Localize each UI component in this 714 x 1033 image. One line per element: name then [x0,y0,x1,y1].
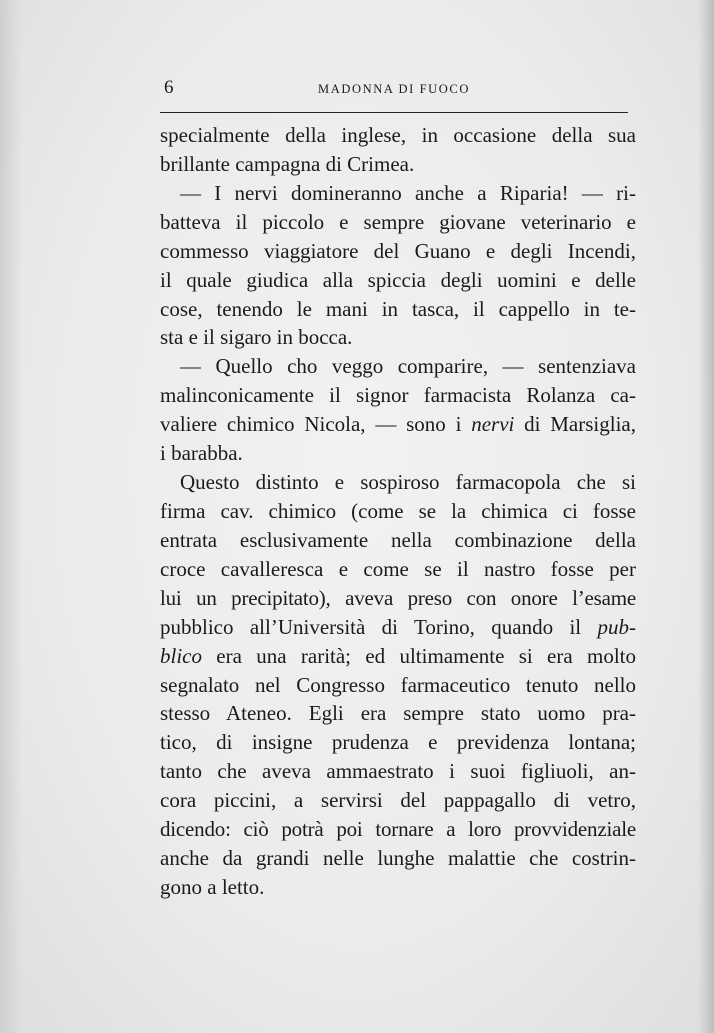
text-line: sta e il sigaro in bocca. [160,325,353,350]
text-line: tanto che aveva ammaestrato i suoi figliuoli, an- [160,759,636,784]
text-line: entrata esclusivamente nella combinazione della [160,527,636,552]
text-line: Questo distinto e sospiroso farmacopola che si [180,470,636,495]
text-line [160,613,636,642]
text-line [160,410,636,439]
running-title: MADONNA DI FUOCO [318,82,470,96]
text-line: segnalato nel Congresso farmaceutico tenuto nello [160,672,636,697]
text-line: croce cavalleresca e come se il nastro fosse per [160,556,636,581]
text-line: cora piccini, a servirsi del pappagallo di vetro, [160,788,636,813]
italic-word: pub- [597,614,636,639]
text-line: i barabba. [160,441,243,466]
body-text [160,121,636,902]
text-line: gono a letto. [160,874,265,899]
text-line: batteva il piccolo e sempre giovane veterinario e [160,209,636,234]
page-header [160,77,628,101]
text-line: stesso Ateneo. Egli era sempre stato uomo pra- [160,701,636,726]
text-line: specialmente della inglese, in occasione della sua [160,123,636,147]
text-segment: di Marsiglia, [514,412,636,437]
page-shadow-left [0,0,22,1033]
text-line: dicendo: ciò potrà poi tornare a loro provvidenziale [160,817,636,842]
text-line: — I nervi domineranno anche a Riparia! — ri- [180,180,636,205]
text-line: tico, di insigne prudenza e previdenza lontana; [160,730,636,755]
text-line: il quale giudica alla spiccia degli uomini e delle [160,267,636,292]
page-shadow-right [698,0,714,1033]
header-rule [160,112,628,113]
page-number: 6 [164,77,174,98]
text-segment: pubblico all’Università di Torino, quando il [160,614,598,639]
text-line [160,642,636,671]
text-line: malinconicamente il signor farmacista Rolanza ca- [160,383,636,408]
text-line: anche da grandi nelle lunghe malattie che costrin- [160,846,636,871]
text-line: lui un precipitato), aveva preso con onore l’esame [160,585,636,610]
text-line: firma cav. chimico (come se la chimica ci fosse [160,498,636,523]
text-segment: valiere chimico Nicola, — sono i [160,412,472,437]
text-line: cose, tenendo le mani in tasca, il cappello in te- [160,296,636,321]
text-line: — Quello cho veggo comparire, — sentenziava [180,354,636,379]
text-line: commesso viaggiatore del Guano e degli Incendi, [160,238,636,263]
text-line: brillante campagna di Crimea. [160,151,415,176]
italic-word: nervi [471,412,515,437]
text-segment: era una rarità; ed ultimamente si era molto [202,643,636,668]
italic-word: blico [160,643,202,668]
